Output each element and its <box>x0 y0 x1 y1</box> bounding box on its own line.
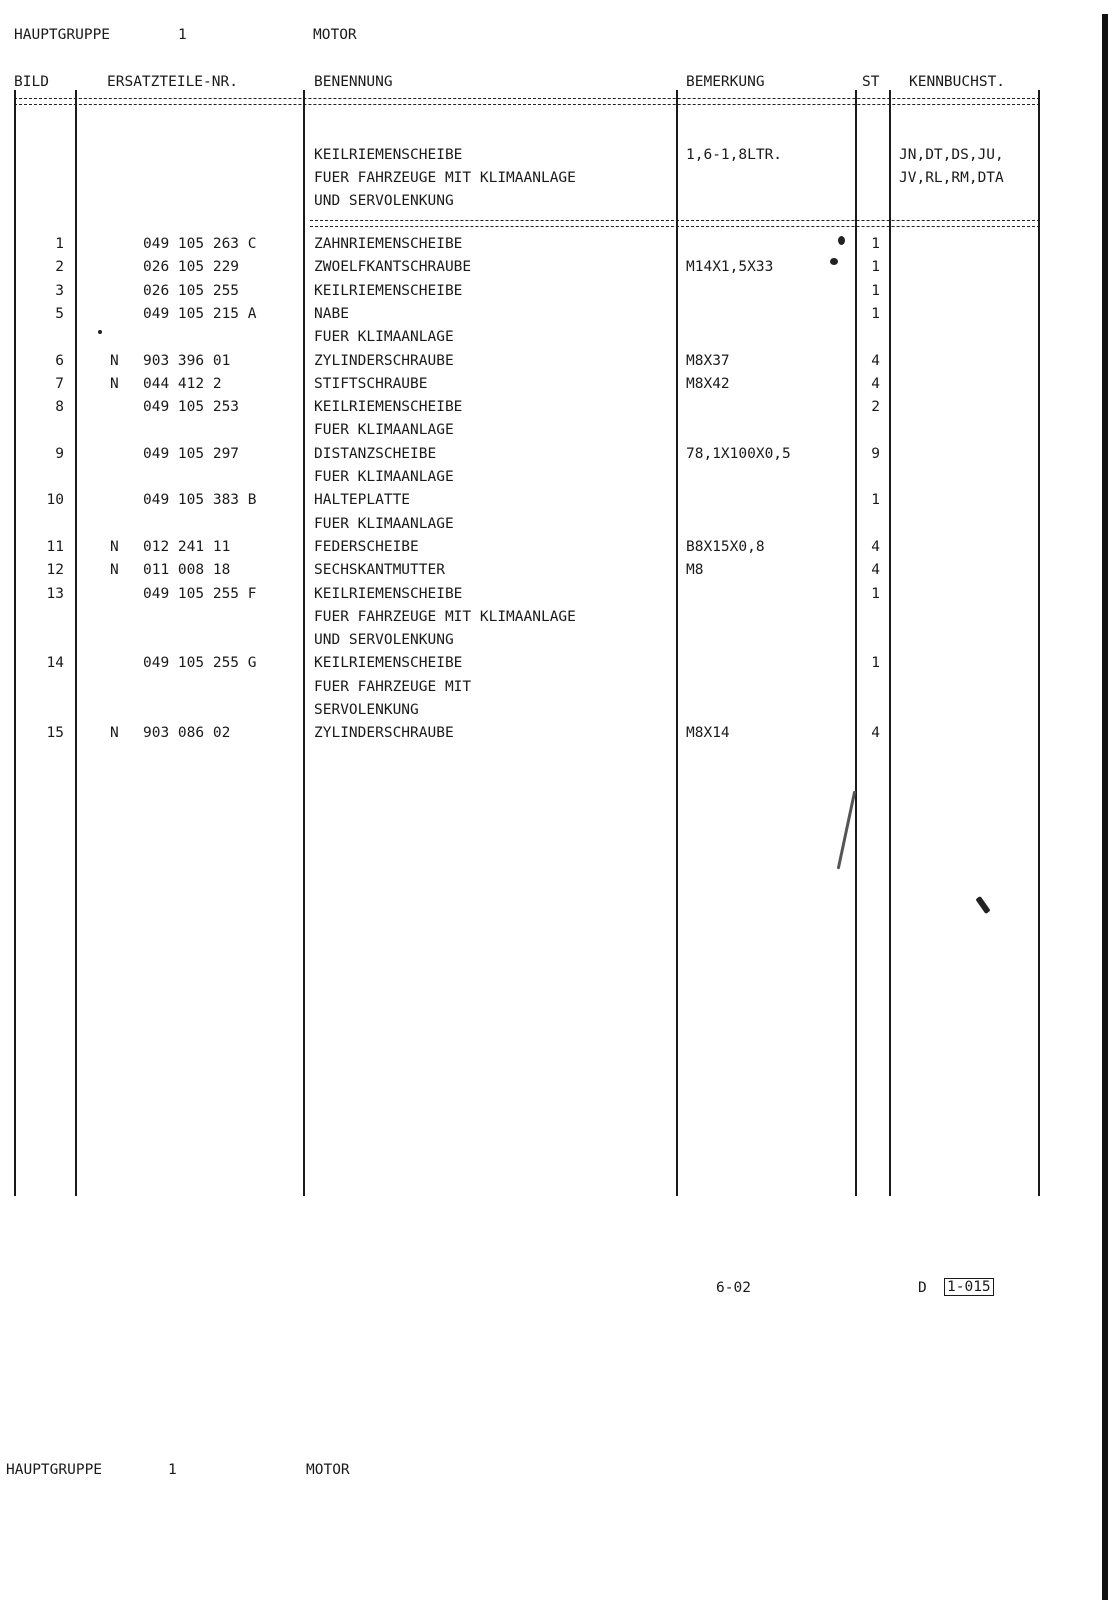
row-st: 4 <box>871 352 880 369</box>
row-bild: 2 <box>55 259 64 276</box>
col-header-bemerkung: BEMERKUNG <box>686 74 765 90</box>
row-benennung: KEILRIEMENSCHEIBE <box>314 282 463 299</box>
row-part-number: 903 396 01 <box>143 352 231 369</box>
table-row <box>0 306 1120 322</box>
row-bild: 6 <box>55 352 64 369</box>
row-n-flag: N <box>110 725 119 742</box>
row-benennung: UND SERVOLENKUNG <box>314 632 454 649</box>
row-n-flag: N <box>110 352 119 369</box>
row-n-flag: N <box>110 375 119 392</box>
row-benennung: FEDERSCHEIBE <box>314 538 419 555</box>
table-row <box>0 609 1120 625</box>
row-benennung: FUER KLIMAANLAGE <box>314 422 454 439</box>
row-st: 4 <box>871 725 880 742</box>
table-row <box>0 655 1120 671</box>
table-row <box>0 516 1120 532</box>
row-st: 4 <box>871 538 880 555</box>
row-part-number: 049 105 253 <box>143 399 240 416</box>
table-row <box>0 492 1120 508</box>
col-header-st: ST <box>862 74 880 90</box>
row-part-number: 049 105 383 B <box>143 492 257 509</box>
table-row <box>0 329 1120 345</box>
intro-line-3: UND SERVOLENKUNG <box>314 193 454 209</box>
row-bild: 13 <box>46 585 64 602</box>
row-st: 1 <box>871 585 880 602</box>
table-row <box>0 376 1120 392</box>
row-benennung: FUER FAHRZEUGE MIT <box>314 678 472 695</box>
row-bild: 12 <box>46 562 64 579</box>
footer-lang: D <box>918 1280 927 1296</box>
scan-speck <box>837 791 857 870</box>
table-row <box>0 586 1120 602</box>
row-benennung: HALTEPLATTE <box>314 492 411 509</box>
row-n-flag: N <box>110 562 119 579</box>
row-n-flag: N <box>110 538 119 555</box>
group-number: 1 <box>178 27 187 43</box>
intro-kennbuchst-1: JN,DT,DS,JU, <box>899 147 1004 163</box>
row-benennung: ZYLINDERSCHRAUBE <box>314 352 454 369</box>
intro-bemerkung: 1,6-1,8LTR. <box>686 147 783 163</box>
intro-line-1: KEILRIEMENSCHEIBE <box>314 147 463 163</box>
row-benennung: DISTANZSCHEIBE <box>314 445 437 462</box>
row-st: 9 <box>871 445 880 462</box>
row-benennung: FUER FAHRZEUGE MIT KLIMAANLAGE <box>314 608 576 625</box>
table-row <box>0 236 1120 252</box>
table-row <box>0 539 1120 555</box>
col-header-kennbuchst: KENNBUCHST. <box>909 74 1006 90</box>
row-benennung: KEILRIEMENSCHEIBE <box>314 585 463 602</box>
col-header-ersatzteile-nr: ERSATZTEILE-NR. <box>107 74 238 90</box>
row-bemerkung: M8X37 <box>686 352 730 369</box>
row-bemerkung: M8 <box>686 562 704 579</box>
row-bild: 9 <box>55 445 64 462</box>
row-st: 4 <box>871 562 880 579</box>
section-separator <box>310 220 1040 227</box>
table-row <box>0 446 1120 462</box>
page-edge-border <box>1102 14 1108 1600</box>
row-benennung: ZWOELFKANTSCHRAUBE <box>314 259 472 276</box>
row-benennung: STIFTSCHRAUBE <box>314 375 428 392</box>
row-bemerkung: 78,1X100X0,5 <box>686 445 791 462</box>
row-benennung: KEILRIEMENSCHEIBE <box>314 655 463 672</box>
scan-speck <box>830 258 838 265</box>
table-row <box>0 632 1120 648</box>
row-bild: 11 <box>46 538 64 555</box>
row-benennung: SECHSKANTMUTTER <box>314 562 445 579</box>
bottom-group-label: HAUPTGRUPPE <box>6 1462 103 1478</box>
row-st: 1 <box>871 492 880 509</box>
row-bemerkung: B8X15X0,8 <box>686 538 765 555</box>
row-bild: 1 <box>55 236 64 252</box>
row-st: 1 <box>871 259 880 276</box>
row-bild: 10 <box>46 492 64 509</box>
table-row <box>0 353 1120 369</box>
row-st: 1 <box>871 305 880 322</box>
table-row <box>0 469 1120 485</box>
row-st: 1 <box>871 282 880 299</box>
table-row <box>0 422 1120 438</box>
row-bild: 15 <box>46 725 64 742</box>
row-part-number: 026 105 255 <box>143 282 240 299</box>
row-st: 1 <box>871 655 880 672</box>
table-row <box>0 259 1120 275</box>
row-bild: 7 <box>55 375 64 392</box>
row-part-number: 049 105 255 G <box>143 655 257 672</box>
row-benennung: NABE <box>314 305 349 322</box>
row-benennung: FUER KLIMAANLAGE <box>314 469 454 485</box>
row-part-number: 044 412 2 <box>143 375 222 392</box>
group-name: MOTOR <box>313 27 357 43</box>
row-part-number: 049 105 297 <box>143 445 240 462</box>
scan-speck <box>838 236 845 245</box>
row-part-number: 049 105 255 F <box>143 585 257 602</box>
row-st: 2 <box>871 399 880 416</box>
intro-line-2: FUER FAHRZEUGE MIT KLIMAANLAGE <box>314 170 576 186</box>
table-row <box>0 399 1120 415</box>
row-benennung: FUER KLIMAANLAGE <box>314 329 454 346</box>
row-bemerkung: M14X1,5X33 <box>686 259 774 276</box>
group-label: HAUPTGRUPPE <box>14 27 111 43</box>
table-row <box>0 283 1120 299</box>
row-benennung: ZAHNRIEMENSCHEIBE <box>314 236 463 252</box>
row-part-number: 049 105 263 C <box>143 236 257 252</box>
bottom-group-name: MOTOR <box>306 1462 350 1478</box>
table-row <box>0 725 1120 741</box>
header-separator <box>14 98 1040 105</box>
footer-date: 6-02 <box>716 1280 751 1296</box>
row-bild: 3 <box>55 282 64 299</box>
scan-speck <box>98 330 102 334</box>
row-benennung: ZYLINDERSCHRAUBE <box>314 725 454 742</box>
row-st: 4 <box>871 375 880 392</box>
row-part-number: 011 008 18 <box>143 562 231 579</box>
row-st: 1 <box>871 236 880 252</box>
row-benennung: SERVOLENKUNG <box>314 702 419 718</box>
row-part-number: 049 105 215 A <box>143 305 257 322</box>
row-bild: 8 <box>55 399 64 416</box>
row-part-number: 026 105 229 <box>143 259 240 276</box>
row-bemerkung: M8X14 <box>686 725 730 742</box>
footer-page-number: 1-015 <box>944 1278 994 1296</box>
intro-kennbuchst-2: JV,RL,RM,DTA <box>899 170 1004 186</box>
bottom-group-number: 1 <box>168 1462 177 1478</box>
table-row <box>0 679 1120 695</box>
row-bemerkung: M8X42 <box>686 375 730 392</box>
scan-speck <box>975 896 990 914</box>
col-header-benennung: BENENNUNG <box>314 74 393 90</box>
col-header-bild: BILD <box>14 74 49 90</box>
row-bild: 5 <box>55 305 64 322</box>
row-part-number: 903 086 02 <box>143 725 231 742</box>
table-row <box>0 562 1120 578</box>
table-row <box>0 702 1120 718</box>
row-part-number: 012 241 11 <box>143 538 231 555</box>
row-benennung: KEILRIEMENSCHEIBE <box>314 399 463 416</box>
row-benennung: FUER KLIMAANLAGE <box>314 515 454 532</box>
row-bild: 14 <box>46 655 64 672</box>
